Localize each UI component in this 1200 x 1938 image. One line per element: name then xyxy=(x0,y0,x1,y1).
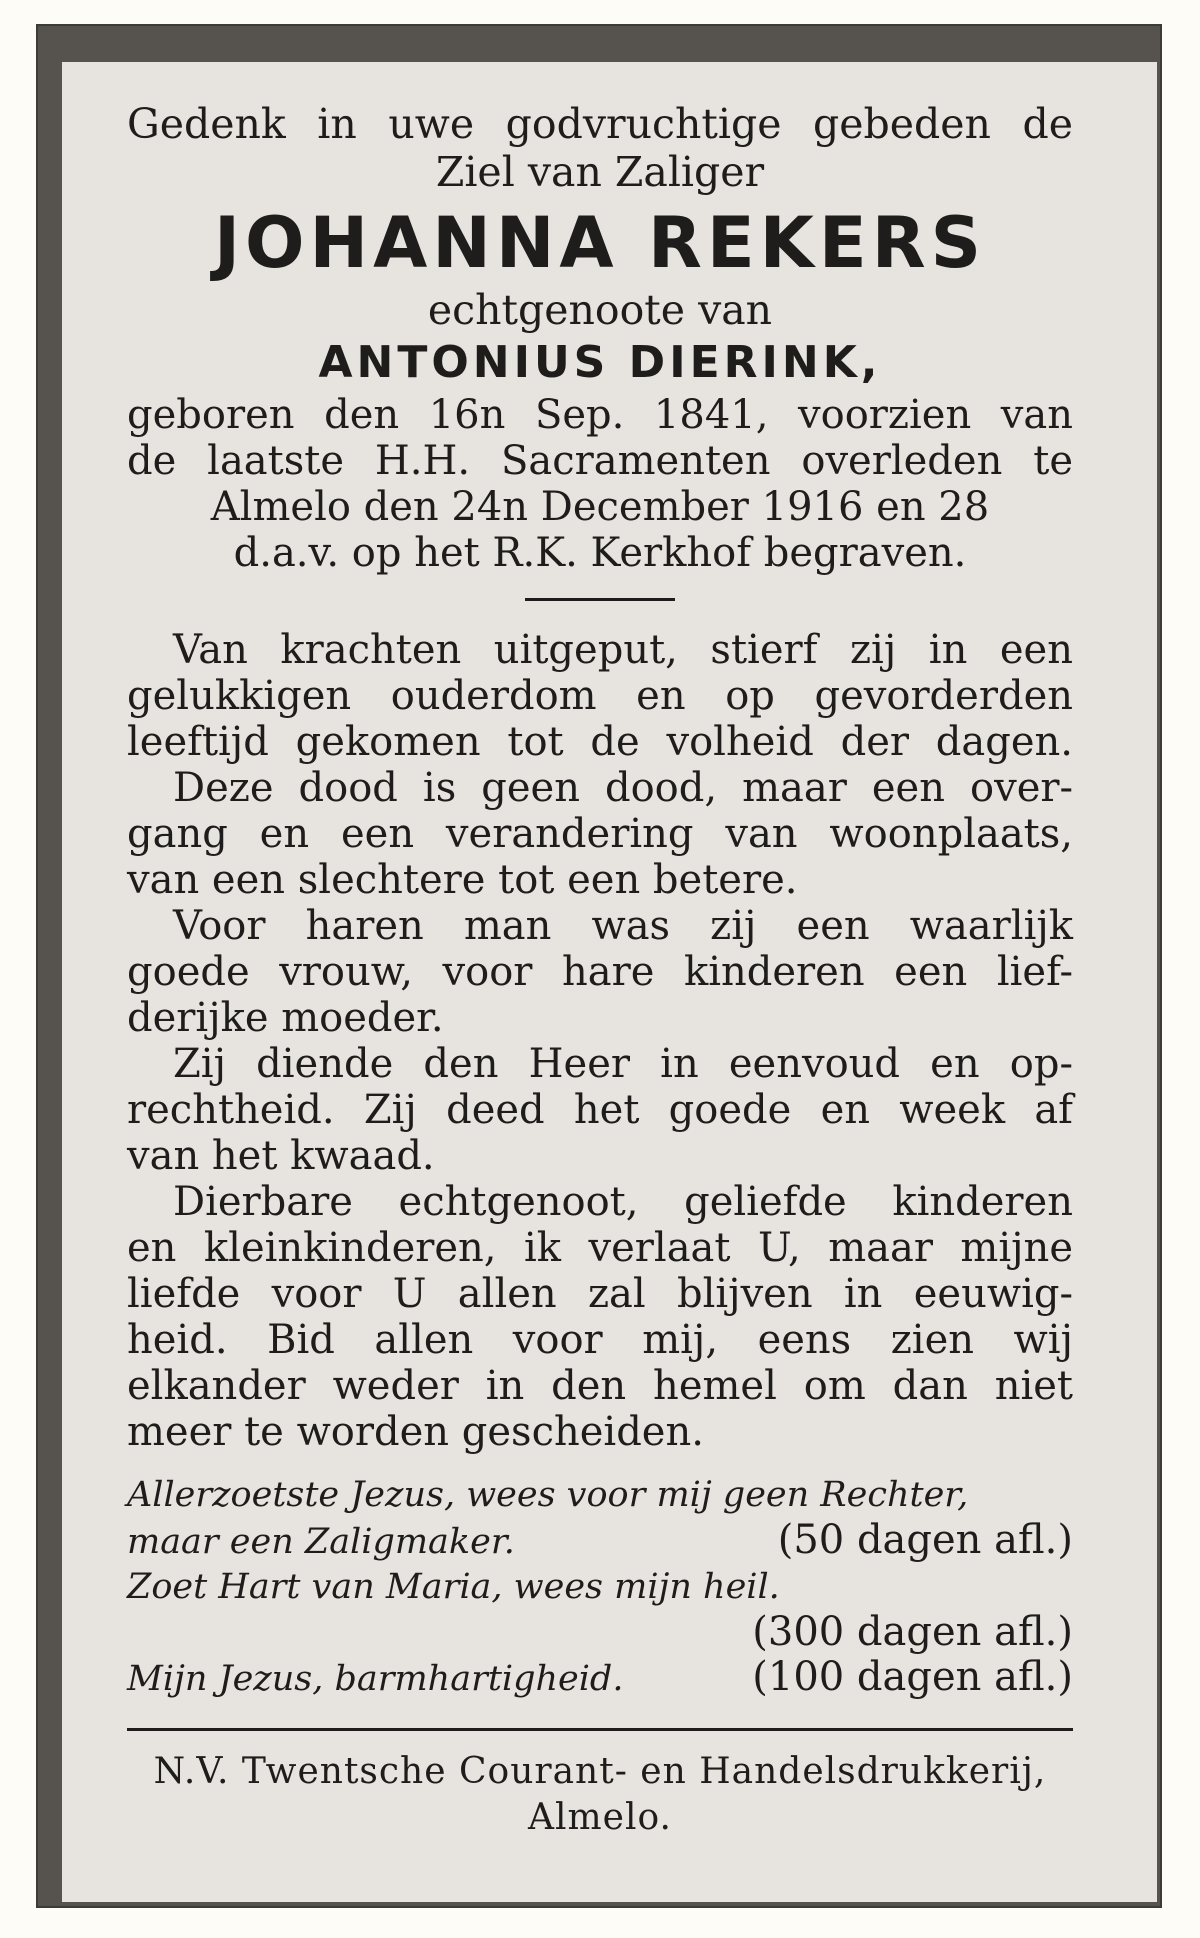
prayer-line xyxy=(127,1473,1073,1518)
paragraph-line: Voor haren man was zij een waarlijk xyxy=(173,903,1073,949)
paragraph-line: heid. Bid allen voor mij, eens zien wij xyxy=(127,1317,1073,1363)
paragraph-line: en kleinkinderen, ik verlaat U, maar mijne xyxy=(127,1225,1073,1271)
paragraph-line: rechtheid. Zij deed het goede en week af xyxy=(127,1087,1073,1133)
detail-line: de laatste H.H. Sacramenten overleden te xyxy=(127,438,1073,484)
prayer-line xyxy=(127,1655,1073,1702)
paragraph-line: van een slechtere tot een betere. xyxy=(127,857,798,903)
paragraph-line: leeftijd gekomen tot de volheid der dagen. xyxy=(127,719,1073,765)
deceased-name: JOHANNA REKERS xyxy=(213,202,987,284)
indulgence-note: (300 dagen afl.) xyxy=(752,1609,1073,1655)
printer-line: N.V. Twentsche Courant- en Handelsdrukkerij, xyxy=(153,1751,1047,1792)
spouse-name: ANTONIUS DIERINK, xyxy=(318,337,882,388)
divider xyxy=(127,1728,1073,1731)
detail-line: Almelo den 24n December 1916 en 28 xyxy=(210,484,990,530)
prayer-text: Zoet Hart van Maria, wees mijn heil. xyxy=(127,1567,780,1607)
detail-line: geboren den 16n Sep. 1841, voorzien van xyxy=(127,392,1073,438)
paragraph-line: gang en een verandering van woonplaats, xyxy=(127,811,1073,857)
prayers xyxy=(127,1473,1073,1702)
paragraph-line: meer te worden gescheiden. xyxy=(127,1409,704,1455)
indulgence-note: (100 dagen afl.) xyxy=(752,1654,1073,1700)
paragraph-line: Van krachten uitgeput, stierf zij in een xyxy=(173,627,1073,673)
intro-line: Gedenk in uwe godvruchtige gebeden de xyxy=(127,100,1073,148)
divider xyxy=(525,598,675,601)
paragraph-line: goede vrouw, voor hare kinderen een lief- xyxy=(127,949,1073,995)
paragraph xyxy=(127,627,1073,765)
prayer-text: Mijn Jezus, barmhartigheid. xyxy=(127,1659,624,1699)
paragraph-line: Deze dood is geen dood, maar een over- xyxy=(173,765,1073,811)
paragraph-line: Zij diende den Heer in eenvoud en op- xyxy=(173,1041,1073,1087)
paragraph xyxy=(127,1041,1073,1179)
paragraph xyxy=(127,903,1073,1041)
prayer-text: Allerzoetste Jezus, wees voor mij geen Rechter, xyxy=(127,1475,969,1515)
spouse-label: echtgenoote van xyxy=(427,286,773,334)
paragraph-line: elkander weder in den hemel om dan niet xyxy=(127,1363,1073,1409)
indulgence-note: (50 dagen afl.) xyxy=(777,1517,1073,1563)
paragraph-line: derijke moeder. xyxy=(127,995,444,1041)
prayer-line xyxy=(127,1610,1073,1655)
life-details xyxy=(127,392,1073,576)
detail-line: d.a.v. op het R.K. Kerkhof begraven. xyxy=(233,530,967,576)
prayer-line xyxy=(127,1565,1073,1610)
memorial-card-text xyxy=(127,100,1073,1841)
prayer-text: maar een Zaligmaker. xyxy=(127,1522,515,1562)
paragraph-line: Dierbare echtgenoot, geliefde kinderen xyxy=(173,1179,1073,1225)
paragraph xyxy=(127,1179,1073,1455)
printer-line: Almelo. xyxy=(528,1797,672,1838)
intro-line: Ziel van Zaliger xyxy=(435,148,765,196)
prayer-line xyxy=(127,1518,1073,1565)
paragraph xyxy=(127,765,1073,903)
paragraph-line: gelukkigen ouderdom en op gevorderden xyxy=(127,673,1073,719)
paragraph-line: liefde voor U allen zal blijven in eeuwig- xyxy=(127,1271,1073,1317)
paragraph-line: van het kwaad. xyxy=(127,1133,435,1179)
